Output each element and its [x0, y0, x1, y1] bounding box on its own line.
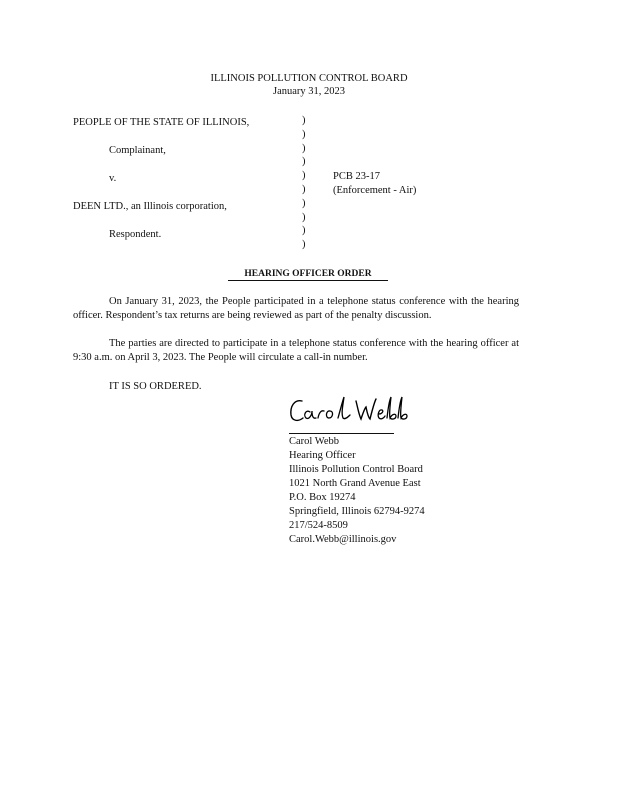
caption-bracket: ) ) ) ) ) ) ) ) ) ): [302, 115, 306, 251]
order-heading: HEARING OFFICER ORDER: [228, 268, 388, 281]
defendant-role: Respondent.: [109, 229, 162, 240]
signer-name: Carol Webb: [289, 436, 339, 447]
signer-email[interactable]: Carol.Webb@illinois.gov: [289, 534, 397, 545]
signature-line: [289, 433, 394, 434]
header-block: [0, 72, 618, 98]
defendant-name: DEEN LTD., an Illinois corporation,: [73, 201, 227, 212]
signer-city: Springfield, Illinois 62794-9274: [289, 506, 425, 517]
plaintiff-role: Complainant,: [109, 145, 166, 156]
case-type: (Enforcement - Air): [333, 185, 417, 196]
signer-agency: Illinois Pollution Control Board: [289, 464, 423, 475]
signer-street: 1021 North Grand Avenue East: [289, 478, 421, 489]
plaintiff-name: PEOPLE OF THE STATE OF ILLINOIS,: [73, 117, 250, 128]
versus-label: v.: [109, 173, 117, 184]
closing-line: IT IS SO ORDERED.: [109, 381, 202, 392]
agency-title: ILLINOIS POLLUTION CONTROL BOARD: [210, 73, 408, 84]
order-date: January 31, 2023: [272, 86, 346, 97]
body-paragraph-1: On January 31, 2023, the People participated in a telephone status conference with the hearing officer. Respondent’s tax returns are being reviewed as part of the penalty discussion.: [73, 296, 519, 321]
case-number: PCB 23-17: [333, 171, 380, 182]
handwritten-signature: [288, 393, 413, 429]
signer-phone: 217/524-8509: [289, 520, 348, 531]
signature-block: [289, 435, 425, 547]
signer-title: Hearing Officer: [289, 450, 356, 461]
body-paragraph-2: The parties are directed to participate in a telephone status conference with the hearing officer at 9:30 a.m. on April 3, 2023. The People will circulate a call-in number.: [73, 338, 519, 363]
signer-po-box: P.O. Box 19274: [289, 492, 356, 503]
